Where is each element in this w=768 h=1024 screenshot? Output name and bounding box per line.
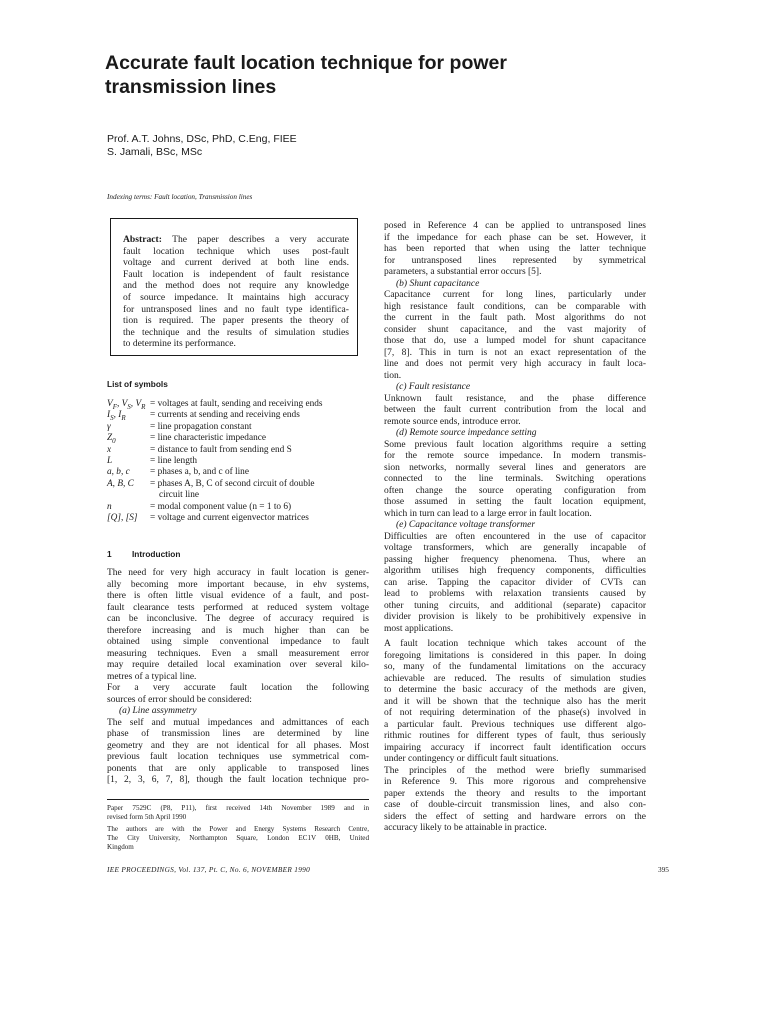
intro-heading: Introduction [132, 549, 181, 559]
text-line: consider shunt capacitance, and the vast majority of [384, 324, 646, 335]
text-line: ponents that are only applicable to transposed lines [107, 763, 369, 774]
abstract-text [123, 234, 349, 350]
symbol-row [107, 490, 369, 501]
symbol-row [107, 502, 369, 513]
text-line: can arise. Tapping the capacitor divider of CVTs can [384, 577, 646, 588]
symbol-definition: = voltage and current eigenvector matrices [150, 512, 309, 523]
symbols-list [107, 399, 369, 524]
text-line: Capacitance current for long lines, particularly under [384, 290, 646, 300]
text-line: lead to problems with relaxation transients caused by [384, 589, 646, 599]
text-line: parameters, a substantial error occurs [5]. [384, 267, 542, 277]
text-line: achievable are reduced. The results of simulation studies [384, 673, 646, 684]
abstract-line: Abstract: The paper describes a very accurate [123, 234, 349, 245]
abstract-line: tion is required. The paper presents the theory of [123, 315, 349, 327]
footnote [107, 804, 369, 852]
footnote-rule [107, 799, 369, 800]
journal-citation: IEE PROCEEDINGS, Vol. 137, Pt. C, No. 6, NOVEMBER 1990 [107, 865, 311, 874]
subsection-heading: (a) Line assymmetry [119, 706, 197, 716]
subsection-heading: (b) Shunt capacitance [396, 278, 480, 289]
text-line: may require detailed local examination over several kilo- [107, 660, 369, 670]
text-line: case of double-circuit transmission lines, and also con- [384, 800, 646, 810]
text-line: those assumed in setting the fault location equipment, [384, 497, 646, 507]
text-line: Unknown fault resistance, and the phase difference [384, 393, 646, 404]
symbol-term: x [107, 444, 112, 455]
text-line: obtained using simple conventional impedance to fault [107, 637, 369, 647]
symbol-row [107, 456, 369, 467]
abstract-line: the technique and the results of simulation studies [123, 326, 349, 338]
text-line: passing higher frequency phenomena. Thus, where an [384, 554, 646, 565]
symbol-definition: = modal component value (n = 1 to 6) [150, 501, 292, 512]
abstract-line: and the method does not require any knowledge [123, 280, 349, 292]
author-1: Prof. A.T. Johns, DSc, PhD, C.Eng, FIEE [107, 133, 297, 145]
text-line: The principles of the method were briefly summarised [384, 765, 646, 776]
text-line: [7, 8]. This in turn is not an exact representation of the [384, 347, 646, 358]
text-line: rithmic routines for different types of fault, thus seriously [384, 731, 646, 741]
text-line: paper extends the theory and results to the important [384, 788, 646, 799]
symbol-definition: = phases a, b, and c of line [150, 467, 249, 478]
symbol-row [107, 445, 369, 456]
abstract-line: Fault location is independent of fault resistance [123, 268, 349, 280]
symbol-term: γ [107, 421, 111, 432]
text-line: line and does not permit very high accuracy in fault loca- [384, 359, 646, 369]
text-line: other tuning circuits, and additional (separate) capacitor [384, 600, 646, 611]
author-2: S. Jamali, BSc, MSc [107, 145, 203, 158]
authors [107, 133, 297, 158]
symbol-definition: = voltages at fault, sending and receiving ends [150, 399, 323, 409]
text-line: The self and mutual impedances and admittances of each [107, 717, 369, 728]
symbol-term: $Z_0$ [107, 433, 116, 446]
text-line: those that do, use a lumped model for shunt capacitance [384, 336, 646, 346]
symbol-definition: = line length [150, 455, 198, 466]
text-line: metres of a typical line. [107, 671, 197, 682]
text-line: the current in the fault path. Most algorithms do not [384, 313, 646, 323]
footnote-line: The City University, Northampton Square, London EC1V 0HB, United [107, 834, 369, 843]
footnote-line: Paper 7529C (P8, P11), first received 14th November 1989 and in [107, 804, 369, 812]
text-line: to determine the basic accuracy of the methods are given, [384, 685, 646, 695]
text-line: posed in Reference 4 can be applied to untransposed lines [384, 221, 646, 231]
right-column-body [384, 221, 646, 835]
text-line: there is often little visual evidence of a fault, and post- [107, 591, 369, 601]
subsection-heading: (c) Fault resistance [396, 382, 471, 392]
text-line: often change the source operating configuration from [384, 485, 646, 496]
text-line: and it will be shown that the technique also has the merit [384, 696, 646, 707]
symbol-row [107, 433, 369, 444]
text-line: impairing accuracy if incorrect fault identification occurs [384, 742, 646, 753]
symbol-row [107, 513, 369, 524]
symbol-row [107, 410, 369, 421]
symbol-definition: = line characteristic impedance [150, 433, 266, 444]
symbol-definition: circuit line [159, 490, 200, 501]
subsection-heading: (d) Remote source impedance setting [396, 428, 537, 438]
symbol-row [107, 399, 369, 410]
intro-number: 1 [107, 549, 112, 559]
symbol-row [107, 422, 369, 433]
text-line: accuracy likely to be attainable in practice. [384, 823, 547, 833]
text-line: high resistance fault conditions, can be comparable with [384, 301, 646, 312]
text-line: under contingency or difficult fault situations. [384, 754, 559, 764]
text-line: sources of error should be considered: [107, 694, 252, 705]
text-line: a particular fault. Previous techniques use different algo- [384, 719, 646, 730]
text-line: therefore increasing and is much higher than can be [107, 625, 369, 636]
text-line: connected to the line terminals. Switching operations [384, 474, 646, 484]
abstract-line: of source impedance. It maintains high accuracy [123, 291, 349, 303]
abstract-label: Abstract: [123, 234, 162, 245]
text-line: voltage transformers, which are generally incapable of [384, 543, 646, 553]
text-line: for the remote source impedance. In modern transmis- [384, 451, 646, 461]
text-line: [1, 2, 3, 6, 7, 8], though the fault location technique pro- [107, 775, 369, 785]
symbol-row [107, 467, 369, 478]
paper-title [105, 51, 665, 99]
symbol-definition: = distance to fault from sending end S [150, 444, 292, 455]
text-line: previous fault location techniques use symmetrical com- [107, 752, 369, 762]
text-line: most applications. [384, 623, 454, 634]
text-line: measuring techniques. Even a small measurement error [107, 648, 369, 659]
symbol-term: L [107, 455, 113, 466]
text-line: has been reported that when using the latter technique [384, 244, 646, 254]
abstract-box [110, 218, 358, 356]
text-line: tion. [384, 370, 402, 381]
abstract-line: voltage and current derived at both line ends. [123, 257, 349, 269]
text-line: for untransposed lines represented by symmetrical [384, 255, 646, 266]
indexing-terms: Indexing terms: Fault location, Transmission lines [107, 193, 253, 201]
text-line: divider provision is likely to be prohibitively expensive in [384, 612, 646, 622]
symbol-definition: = phases A, B, C of second circuit of double [150, 478, 315, 489]
text-line: foregoing limitations is considered in this paper. In doing [384, 650, 646, 661]
text-line: The need for very high accuracy in fault location is gener- [107, 568, 369, 578]
text-line: phase of transmission lines are determined by line [107, 729, 369, 739]
text-line: if the impedance for each phase can be set. However, it [384, 232, 646, 243]
text-line: Some previous fault location algorithms require a setting [384, 439, 646, 450]
text-line: which in turn can lead to a large error in fault location. [384, 508, 592, 519]
text-line: between the fault current contribution from the local and [384, 405, 646, 415]
text-line: in Reference 9. This more rigorous and comprehensive [384, 777, 646, 787]
text-line: Difficulties are often encountered in the use of capacitor [384, 531, 646, 542]
footnote-line: Kingdom [107, 843, 134, 852]
text-line: of not requiring determination of the phase(s) involved in [384, 708, 646, 718]
symbol-row [107, 479, 369, 490]
title-line-1: Accurate fault location technique for power [105, 52, 507, 74]
symbol-definition: = currents at sending and receiving ends [150, 410, 300, 421]
symbol-term: n [107, 501, 112, 512]
symbol-term: $I_S$, $I_R$ [107, 410, 126, 423]
abstract-line: fault location technique which uses post-fault [123, 245, 349, 257]
footnote-line: revised form 5th April 1990 [107, 813, 187, 822]
symbol-term: A, B, C [107, 478, 134, 489]
footnote-line: The authors are with the Power and Energy Systems Research Centre, [107, 825, 369, 834]
text-line: can be inconclusive. The degree of accuracy required is [107, 614, 369, 624]
symbol-term: a, b, c [107, 467, 130, 478]
text-line: geometry and they are not identical for all phases. Most [107, 740, 369, 751]
symbol-term: [Q], [S] [107, 512, 138, 523]
symbol-definition: = line propagation constant [150, 421, 252, 432]
page-number: 395 [658, 865, 669, 874]
text-line: fault clearance tests performed at reduced system voltage [107, 602, 369, 613]
abstract-line: to determine its performance. [123, 338, 236, 350]
subsection-heading: (e) Capacitance voltage transformer [396, 520, 536, 530]
text-line: For a very accurate fault location the following [107, 683, 369, 693]
text-line: algorithm utilises high frequency components, difficulties [384, 566, 646, 576]
symbols-heading: List of symbols [107, 379, 168, 389]
abstract-line: for untransposed lines and no fault type identifica- [123, 303, 349, 315]
left-column-body [107, 568, 369, 787]
text-line: siders the effect of setting and hardware errors on the [384, 811, 646, 822]
symbol-term: $V_F$, $V_S$, $V_R$ [107, 399, 146, 411]
text-line: so, many of the fundamental limitations on the accuracy [384, 662, 646, 672]
text-line: A fault location technique which takes account of the [384, 639, 646, 649]
text-line: remote source ends, introduce error. [384, 416, 521, 427]
title-line-2: transmission lines [105, 76, 277, 98]
text-line: sion networks, normally several lines and generators are [384, 462, 646, 473]
text-line: ally becoming more important because, in ehv systems, [107, 579, 369, 590]
